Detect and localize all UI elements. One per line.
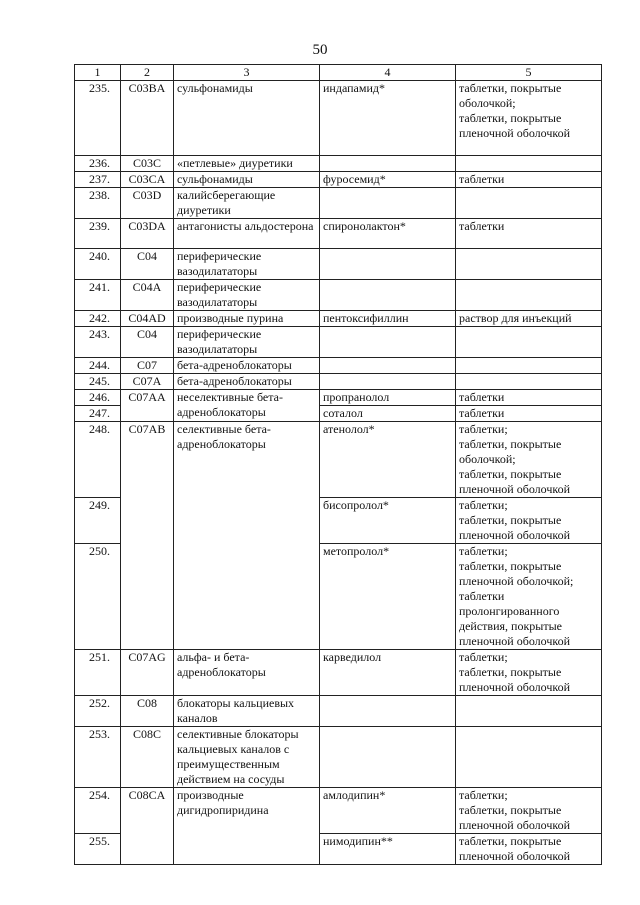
atc-code: C03DA bbox=[121, 219, 174, 249]
dosage-form: таблетки, покрытые пленочной оболочкой bbox=[456, 834, 602, 865]
header-cell: 5 bbox=[456, 65, 602, 81]
pharm-group: бета-адреноблокаторы bbox=[174, 374, 320, 390]
drug-name: атенолол* bbox=[320, 422, 456, 498]
pharm-group: блокаторы кальциевых каналов bbox=[174, 696, 320, 727]
table-row bbox=[75, 788, 602, 834]
row-number: 255. bbox=[75, 834, 121, 865]
pharm-group: неселективные бета-адреноблокаторы bbox=[174, 390, 320, 422]
dosage-form bbox=[456, 249, 602, 280]
drug-name bbox=[320, 727, 456, 788]
drug-name: пентоксифиллин bbox=[320, 311, 456, 327]
atc-code: C04AD bbox=[121, 311, 174, 327]
row-number: 244. bbox=[75, 358, 121, 374]
drug-name bbox=[320, 280, 456, 311]
atc-code: C04 bbox=[121, 327, 174, 358]
pharm-group: сульфонамиды bbox=[174, 172, 320, 188]
table-row bbox=[75, 696, 602, 727]
atc-code: C08 bbox=[121, 696, 174, 727]
drug-name bbox=[320, 188, 456, 219]
drug-name: индапамид* bbox=[320, 81, 456, 156]
atc-code: C07A bbox=[121, 374, 174, 390]
pharm-group: периферические вазодилататоры bbox=[174, 249, 320, 280]
table-row bbox=[75, 390, 602, 406]
atc-code: C04A bbox=[121, 280, 174, 311]
dosage-form bbox=[456, 280, 602, 311]
row-number: 240. bbox=[75, 249, 121, 280]
table-header-row bbox=[75, 65, 602, 81]
page-number: 50 bbox=[312, 42, 328, 58]
row-number: 250. bbox=[75, 544, 121, 650]
row-number: 243. bbox=[75, 327, 121, 358]
table-row bbox=[75, 249, 602, 280]
atc-code: C08CA bbox=[121, 788, 174, 865]
dosage-form bbox=[456, 374, 602, 390]
drug-name: нимодипин** bbox=[320, 834, 456, 865]
drug-name: пропранолол bbox=[320, 390, 456, 406]
dosage-form: раствор для инъекций bbox=[456, 311, 602, 327]
drug-name bbox=[320, 696, 456, 727]
drug-name: амлодипин* bbox=[320, 788, 456, 834]
row-number: 245. bbox=[75, 374, 121, 390]
pharm-group: периферические вазодилататоры bbox=[174, 327, 320, 358]
header-cell: 1 bbox=[75, 65, 121, 81]
table-row bbox=[75, 280, 602, 311]
row-number: 238. bbox=[75, 188, 121, 219]
dosage-form bbox=[456, 358, 602, 374]
dosage-form: таблетки; таблетки, покрытые пленочной оболочкой bbox=[456, 788, 602, 834]
dosage-form: таблетки, покрытые оболочкой; таблетки, покрытые пленочной оболочкой bbox=[456, 81, 602, 156]
drug-name: фуросемид* bbox=[320, 172, 456, 188]
row-number: 235. bbox=[75, 81, 121, 156]
pharm-group: «петлевые» диуретики bbox=[174, 156, 320, 172]
atc-code: C04 bbox=[121, 249, 174, 280]
drug-table bbox=[74, 64, 602, 865]
drug-name bbox=[320, 156, 456, 172]
header-cell: 4 bbox=[320, 65, 456, 81]
dosage-form: таблетки bbox=[456, 172, 602, 188]
header-cell: 3 bbox=[174, 65, 320, 81]
table-row bbox=[75, 358, 602, 374]
pharm-group: антагонисты альдостерона bbox=[174, 219, 320, 249]
row-number: 236. bbox=[75, 156, 121, 172]
dosage-form: таблетки; таблетки, покрытые пленочной оболочкой; таблетки пролонгированного действия, покрытые пленочной оболочкой bbox=[456, 544, 602, 650]
dosage-form bbox=[456, 327, 602, 358]
row-number: 249. bbox=[75, 498, 121, 544]
pharm-group: производные дигидропиридина bbox=[174, 788, 320, 865]
atc-code: C03C bbox=[121, 156, 174, 172]
dosage-form bbox=[456, 727, 602, 788]
drug-name bbox=[320, 358, 456, 374]
row-number: 252. bbox=[75, 696, 121, 727]
table-row bbox=[75, 188, 602, 219]
row-number: 241. bbox=[75, 280, 121, 311]
drug-name bbox=[320, 327, 456, 358]
pharm-group: калийсберегающие диуретики bbox=[174, 188, 320, 219]
table-row bbox=[75, 650, 602, 696]
dosage-form: таблетки; таблетки, покрытые пленочной оболочкой bbox=[456, 650, 602, 696]
drug-name bbox=[320, 249, 456, 280]
row-number: 247. bbox=[75, 406, 121, 422]
table-row bbox=[75, 327, 602, 358]
pharm-group: сульфонамиды bbox=[174, 81, 320, 156]
dosage-form: таблетки; таблетки, покрытые оболочкой; таблетки, покрытые пленочной оболочкой bbox=[456, 422, 602, 498]
row-number: 242. bbox=[75, 311, 121, 327]
row-number: 253. bbox=[75, 727, 121, 788]
table-row bbox=[75, 81, 602, 156]
drug-name: метопролол* bbox=[320, 544, 456, 650]
atc-code: C07AG bbox=[121, 650, 174, 696]
dosage-form: таблетки bbox=[456, 219, 602, 249]
dosage-form: таблетки bbox=[456, 406, 602, 422]
pharm-group: селективные бета-адреноблокаторы bbox=[174, 422, 320, 650]
atc-code: C08C bbox=[121, 727, 174, 788]
drug-name: спиронолактон* bbox=[320, 219, 456, 249]
pharm-group: периферические вазодилататоры bbox=[174, 280, 320, 311]
row-number: 248. bbox=[75, 422, 121, 498]
drug-name: карведилол bbox=[320, 650, 456, 696]
header-cell: 2 bbox=[121, 65, 174, 81]
table-row bbox=[75, 172, 602, 188]
atc-code: C03BA bbox=[121, 81, 174, 156]
row-number: 239. bbox=[75, 219, 121, 249]
table-row bbox=[75, 219, 602, 249]
dosage-form: таблетки; таблетки, покрытые пленочной оболочкой bbox=[456, 498, 602, 544]
atc-code: C03D bbox=[121, 188, 174, 219]
dosage-form bbox=[456, 188, 602, 219]
table-row bbox=[75, 422, 602, 498]
table-row bbox=[75, 311, 602, 327]
atc-code: C07AB bbox=[121, 422, 174, 650]
pharm-group: бета-адреноблокаторы bbox=[174, 358, 320, 374]
dosage-form bbox=[456, 156, 602, 172]
table-row bbox=[75, 727, 602, 788]
row-number: 246. bbox=[75, 390, 121, 406]
atc-code: C03CA bbox=[121, 172, 174, 188]
table-row bbox=[75, 374, 602, 390]
table-row bbox=[75, 156, 602, 172]
drug-name: бисопролол* bbox=[320, 498, 456, 544]
atc-code: C07 bbox=[121, 358, 174, 374]
row-number: 251. bbox=[75, 650, 121, 696]
row-number: 237. bbox=[75, 172, 121, 188]
pharm-group: селективные блокаторы кальциевых каналов с преимущественным действием на сосуды bbox=[174, 727, 320, 788]
pharm-group: производные пурина bbox=[174, 311, 320, 327]
drug-name bbox=[320, 374, 456, 390]
atc-code: C07AA bbox=[121, 390, 174, 422]
dosage-form bbox=[456, 696, 602, 727]
pharm-group: альфа- и бета-адреноблокаторы bbox=[174, 650, 320, 696]
drug-name: соталол bbox=[320, 406, 456, 422]
dosage-form: таблетки bbox=[456, 390, 602, 406]
row-number: 254. bbox=[75, 788, 121, 834]
